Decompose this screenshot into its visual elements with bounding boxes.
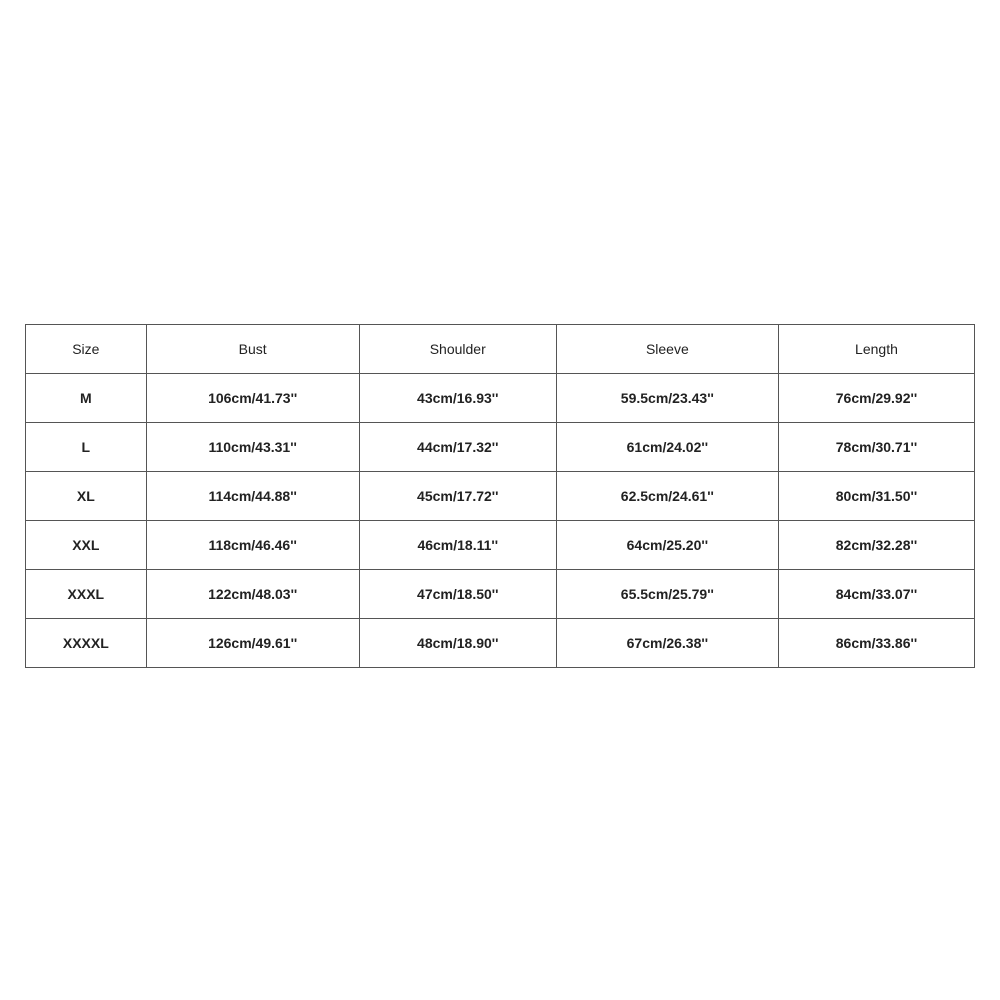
sleeve-cell: 64cm/25.20'' [556, 521, 778, 570]
size-cell: XXXL [26, 570, 147, 619]
length-cell: 78cm/30.71'' [778, 423, 974, 472]
sleeve-cell: 67cm/26.38'' [556, 619, 778, 668]
table-row [26, 472, 975, 521]
table-row [26, 374, 975, 423]
sleeve-cell: 59.5cm/23.43'' [556, 374, 778, 423]
table-row [26, 570, 975, 619]
length-cell: 82cm/32.28'' [778, 521, 974, 570]
header-bust: Bust [146, 325, 359, 374]
size-cell: M [26, 374, 147, 423]
header-length: Length [778, 325, 974, 374]
shoulder-cell: 48cm/18.90'' [359, 619, 556, 668]
header-sleeve: Sleeve [556, 325, 778, 374]
bust-cell: 118cm/46.46'' [146, 521, 359, 570]
bust-cell: 106cm/41.73'' [146, 374, 359, 423]
bust-cell: 122cm/48.03'' [146, 570, 359, 619]
bust-cell: 126cm/49.61'' [146, 619, 359, 668]
size-chart-table [25, 324, 975, 668]
shoulder-cell: 45cm/17.72'' [359, 472, 556, 521]
sleeve-cell: 62.5cm/24.61'' [556, 472, 778, 521]
size-cell: L [26, 423, 147, 472]
table-header-row [26, 325, 975, 374]
table-row [26, 423, 975, 472]
size-cell: XXXXL [26, 619, 147, 668]
shoulder-cell: 47cm/18.50'' [359, 570, 556, 619]
shoulder-cell: 43cm/16.93'' [359, 374, 556, 423]
size-cell: XL [26, 472, 147, 521]
shoulder-cell: 46cm/18.11'' [359, 521, 556, 570]
header-size: Size [26, 325, 147, 374]
header-shoulder: Shoulder [359, 325, 556, 374]
length-cell: 84cm/33.07'' [778, 570, 974, 619]
table-row [26, 521, 975, 570]
size-cell: XXL [26, 521, 147, 570]
length-cell: 80cm/31.50'' [778, 472, 974, 521]
length-cell: 86cm/33.86'' [778, 619, 974, 668]
bust-cell: 110cm/43.31'' [146, 423, 359, 472]
length-cell: 76cm/29.92'' [778, 374, 974, 423]
bust-cell: 114cm/44.88'' [146, 472, 359, 521]
shoulder-cell: 44cm/17.32'' [359, 423, 556, 472]
table-row [26, 619, 975, 668]
sleeve-cell: 65.5cm/25.79'' [556, 570, 778, 619]
sleeve-cell: 61cm/24.02'' [556, 423, 778, 472]
